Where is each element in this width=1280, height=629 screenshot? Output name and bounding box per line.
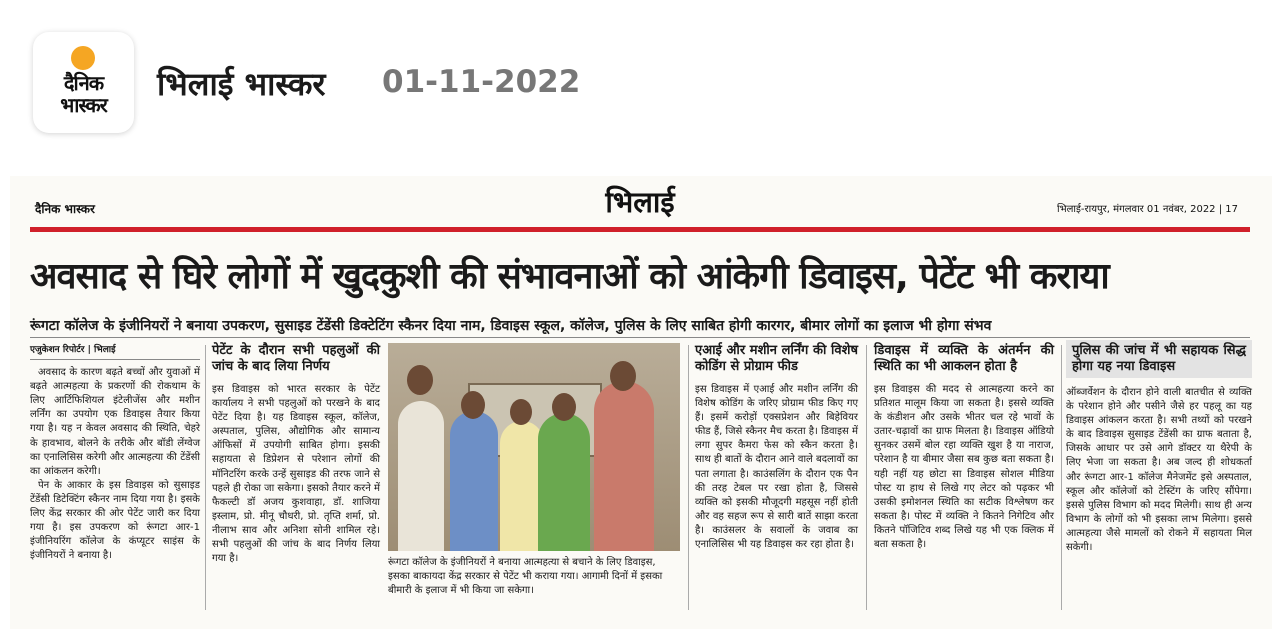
col1-paragraph-2: पेन के आकार के इस डिवाइस को सुसाइड टेंडेंसी डिटेक्टिंग स्कैनर नाम दिया गया है। इसके लिए केंद्र सरकार की ओर पेटेंट जारी कर दिया गया है। इस उपकरण को रूंगटा आर-1 इंजीनियरिंग कॉलेज के कंप्यूटर साइंस के इंजीनियरों ने बनाया है। [30,479,200,562]
person-figure [450,411,498,551]
masthead-red-rule [30,227,1250,232]
person-head [610,361,636,391]
photo-caption: रूंगटा कॉलेज के इंजीनियरों ने बनाया आत्महत्या से बचाने के लिए डिवाइस, इसका बाकायदा केंद्र सरकार से पेटेंट भी कराया गया। आगामी दिनों में इसका बीमारी के इलाज में भी किया जा सकेगा। [388,557,663,596]
masthead-brand: दैनिक भास्कर [35,202,95,216]
col1-paragraph-1: अवसाद के कारण बढ़ते बच्चों और युवाओं में बढ़ते आत्महत्या के प्रकरणों की रोकथाम के लिए आर्टिफिशियल इंटेलीजेंस और मशीन लर्निंग का उपयोग एक डिवाइस तैयार किया गया है। यह न केवल अवसाद की स्थिति, चेहरे के हावभाव, बोलने के तरीके और बॉडी लेंग्वेज का एनालिसिस करेगी और आत्महत्या की टेंडेंसी का आंकलन करेगी। [30,367,200,477]
logo-text-line1: दैनिक [63,71,104,95]
column-2 [212,343,380,566]
story-photo [388,343,680,551]
app-header [0,0,1280,170]
logo-text-line2: भास्कर [60,93,107,117]
sun-icon [71,46,95,70]
col4-subhead: एआई और मशीन लर्निंग की विशेष कोडिंग से प्रोग्राम फीड [695,343,858,374]
col2-body: इस डिवाइस को भारत सरकार के पेटेंट कार्यालय ने सभी पहलुओं को परखने के बाद पेटेंट दिया है। यह डिवाइस स्कूल, कॉलेज, अस्पताल, पुलिस, औद्योगिक और सामान्य ऑफिसों में उपयोगी साबित होगा। इसकी सहायता से डिप्रेशन से परेशान लोगों की मॉनिटरिंग करके उन्हें सुसाइड की तरफ जाने से पहले ही रोका जा सकेगा। इसको तैयार करने में फैकल्टी डॉ अजय कुशवाहा, डॉ. शाजिया इस्लाम, प्रो. मीनू चौधरी, प्रो. तृप्ति शर्मा, प्रो. नीलाभ साव और अनिशा सोनी शामिल रहे। सभी पहलुओं की जांच के बाद निर्णय लिया गया है। [212,384,380,565]
column-divider [205,345,206,610]
column-5 [874,343,1054,552]
person-figure [594,381,654,551]
person-head [461,391,485,419]
column-6 [1066,340,1252,555]
column-divider [1061,345,1062,610]
col5-subhead: डिवाइस में व्यक्ति के अंतर्मन की स्थिति का भी आकलन होता है [874,343,1054,374]
masthead-city: भिलाई [605,185,675,219]
story-byline: एजुकेशन रिपोर्टर | भिलाई [30,343,200,360]
edition-title: भिलाई भास्कर [157,65,326,103]
column-divider [866,345,867,610]
person-figure [538,413,590,551]
person-head [407,365,433,395]
col2-subhead: पेटेंट के दौरान सभी पहलुओं की जांच के बाद लिया निर्णय [212,343,380,374]
person-figure [398,401,444,551]
col4-body: इस डिवाइस में एआई और मशीन लर्निंग की विशेष कोडिंग के जरिए प्रोग्राम फीड किए गए हैं। इसमें करोड़ों एक्सप्रेशन और बिहेवियर फीड हैं, जिसे स्कैनर मैच करता है। डिवाइस में लगा सुपर कैमरा फेस को स्कैन करता है। साथ ही बातों के दौरान आने वाले बदलावों का पता लगाता है। काउंसलिंग के दौरान एक पैन की तरह टेबल पर रखा होता है, जिससे व्यक्ति को इसकी मौजूदगी महसूस नहीं होती और वह सहज रूप से सारी बातें साझा करता है। काउंसलर के सवालों के जवाब का एनालिसिस भी यह डिवाइस कर रहा होता है। [695,384,858,551]
deck-rule [30,337,1250,338]
story-deck: रूंगटा कॉलेज के इंजीनियरों ने बनाया उपकरण, सुसाइड टेंडेंसी डिक्टेटिंग स्कैनर दिया नाम, डिवाइस स्कूल, कॉलेज, पुलिस के लिए साबित होगी कारगर, बीमार लोगों का इलाज भी होगा संभव [30,318,992,334]
col5-body: इस डिवाइस की मदद से आत्महत्या करने का प्रतिशत मालूम किया जा सकता है। इससे व्यक्ति के कंडीशन और उसके भीतर चल रहे भावों के उतार-चढ़ावों का ग्राफ मिलता है। डिवाइस ऑडियो सुनकर उसमें बोल रहा व्यक्ति खुश है या नाराज, परेशान है या बीमार जैसा सब कुछ बता सकता है। यही नहीं यह छोटा सा डिवाइस सोशल मीडिया पोस्ट या हाथ से लिखे गए लेटर को पढ़कर भी उसकी इमोशनल स्थिति का सटीक विश्लेषण कर सकता है। पोस्ट में व्यक्ति ने कितने निगेटिव और कितने पॉजिटिव शब्द लिखे यह भी एक क्लिक में बता सकता है। [874,384,1054,551]
column-divider [688,345,689,610]
edition-date: 01-11-2022 [382,64,581,100]
story-headline: अवसाद से घिरे लोगों में खुदकुशी की संभावनाओं को आंकेगी डिवाइस, पेटेंट भी कराया [30,256,1109,297]
person-head [510,399,532,425]
col6-subhead: पुलिस की जांच में भी सहायक सिद्ध होगा यह नया डिवाइस [1066,340,1252,378]
column-1 [30,343,200,563]
person-head [552,393,576,421]
masthead-dateline: भिलाई-रायपुर, मंगलवार 01 नवंबर, 2022 | 17 [1057,204,1238,215]
col6-body: ऑब्जर्वेशन के दौरान होने वाली बातचीत से व्यक्ति के परेशान होने और पसीने जैसे हर पहलू का यह डिवाइस आंकलन करता है। सभी तथ्यों को परखने के बाद डिवाइस सुसाइड टेंडेंसी का ग्राफ बताता है, जिसके आधार पर उसे आगे डॉक्टर या थैरेपी के लिए भेजा जा सकता है। अब जल्द ही शोधकर्ता और रूंगटा आर-1 कॉलेज मैनेजमेंट इसे अस्पताल, स्कूल और कॉलेजों को टेस्टिंग के जरिए सौंपेगा। इससे पुलिस विभाग को मदद मिलेगी। साथ ही अन्य विभाग के लोगों को भी इसका लाभ मिलेगा। इससे आत्महत्या जैसे मामलों को रोकने में सहायता मिल सकेगी। [1066,387,1252,554]
column-4 [695,343,858,552]
app-logo[interactable] [33,32,134,133]
